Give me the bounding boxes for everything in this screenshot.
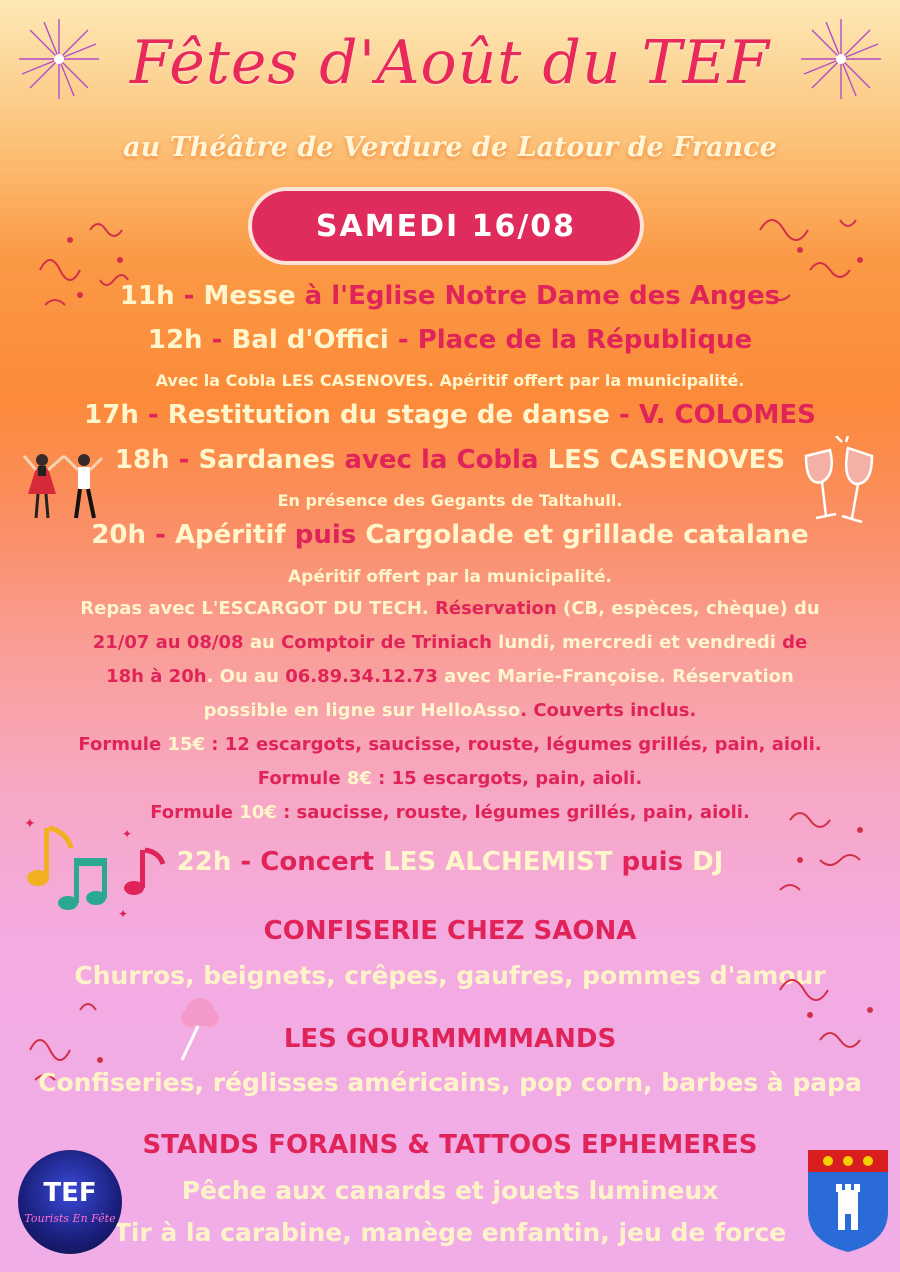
page-subtitle: au Théâtre de Verdure de Latour de France: [123, 132, 777, 163]
formule-line: Formule 10€ : saucisse, rouste, légumes grillés, pain, aioli.: [150, 802, 750, 823]
date-badge: SAMEDI 16/08: [248, 187, 644, 265]
program-line-17h: 17h - Restitution du stage de danse - V. COLOMES: [84, 400, 816, 430]
tef-logo: [18, 1150, 122, 1254]
section-title-stands: STANDS FORAINS & TATTOOS EPHEMERES: [142, 1130, 758, 1160]
repas-line-3: 18h à 20h. Ou au 06.89.34.12.73 avec Marie-Françoise. Réservation: [106, 666, 794, 687]
page-title: Fêtes d'Août du TEF: [129, 28, 771, 98]
repas-line-4: possible en ligne sur HelloAsso. Couverts inclus.: [203, 700, 697, 721]
program-line-18h: 18h - Sardanes avec la Cobla LES CASENOVES: [114, 445, 786, 475]
program-note-20h: Apéritif offert par la municipalité.: [288, 567, 612, 587]
section-text-confiserie: Churros, beignets, crêpes, gaufres, pommes d'amour: [74, 961, 826, 990]
section-text-stands-1: Pêche aux canards et jouets lumineux: [181, 1176, 719, 1205]
formule-line: Formule 15€ : 12 escargots, saucisse, rouste, légumes grillés, pain, aioli.: [78, 734, 822, 755]
tef-logo-sub: Tourists En Fête: [24, 1212, 116, 1225]
repas-line-2: 21/07 au 08/08 au Comptoir de Triniach lundi, mercredi et vendredi de: [92, 632, 808, 653]
section-title-confiserie: CONFISERIE CHEZ SAONA: [263, 916, 637, 946]
repas-line-1: Repas avec L'ESCARGOT DU TECH. Réservation (CB, espèces, chèque) du: [80, 598, 820, 619]
program-line-20h: 20h - Apéritif puis Cargolade et grillade catalane: [91, 520, 809, 550]
tef-logo-main: TEF: [43, 1178, 97, 1208]
formule-line: Formule 8€ : 15 escargots, pain, aioli.: [257, 768, 643, 789]
svg-text:✦: ✦: [122, 827, 133, 841]
section-text-gourmmmmands: Confiseries, réglisses américains, pop corn, barbes à papa: [38, 1068, 862, 1097]
program-line-11h: 11h - Messe à l'Eglise Notre Dame des Anges: [119, 281, 781, 311]
section-text-stands-2: Tir à la carabine, manège enfantin, jeu de force: [113, 1218, 787, 1247]
svg-text:✦: ✦: [24, 816, 36, 832]
svg-text:✦: ✦: [118, 907, 129, 921]
section-title-gourmmmmands: LES GOURMMMMANDS: [283, 1024, 617, 1054]
coat-of-arms-icon: [808, 1150, 888, 1252]
program-line-22h: 22h - Concert LES ALCHEMIST puis DJ: [176, 847, 724, 877]
program-note-12h: Avec la Cobla LES CASENOVES. Apéritif offert par la municipalité.: [155, 371, 745, 390]
program-note-18h: En présence des Gegants de Taltahull.: [277, 491, 623, 510]
program-line-12h: 12h - Bal d'Offici - Place de la République: [147, 325, 753, 355]
